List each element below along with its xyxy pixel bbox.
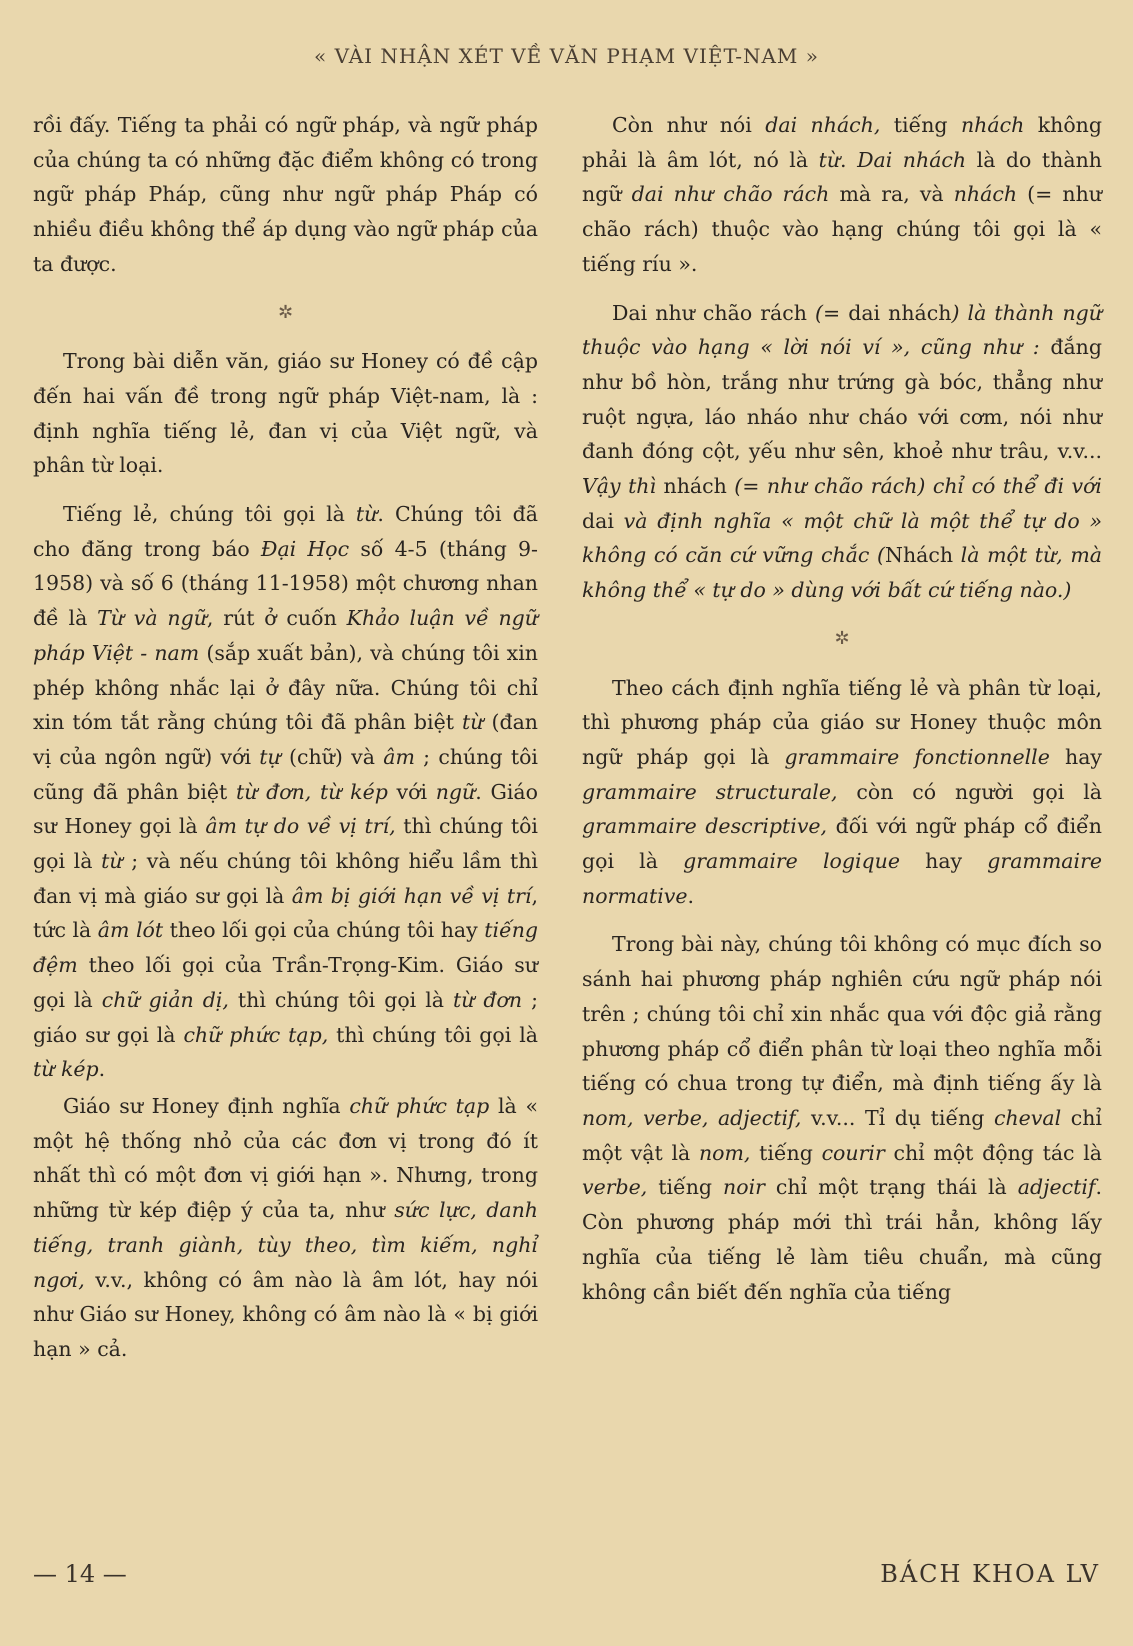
text-run: ; và nếu chúng tôi không hiểu lầm thì đan vị mà giáo sư gọi là (33, 849, 538, 908)
right-column (582, 108, 1102, 1323)
text-run: Giáo sư Honey định nghĩa (63, 1093, 350, 1118)
paragraph (33, 497, 538, 1087)
italic-term: âm bị giới hạn về vị trí (291, 883, 532, 908)
text-run: với (387, 779, 436, 804)
italic-term: grammaire structurale, (582, 779, 838, 804)
text-run: , rút ở cuốn (206, 606, 347, 631)
running-header: « VÀI NHẬN XÉT VỀ VĂN PHẠM VIỆT-NAM » (314, 44, 819, 68)
text-run: đối với ngữ pháp cổ điển gọi là (582, 814, 1102, 874)
text-run: (đan vị của ngôn ngữ) với (33, 710, 538, 769)
paragraph (582, 671, 1102, 914)
text-run: . Còn phương pháp mới thì trái hẳn, không lấy nghĩa của tiếng lẻ làm tiêu chuẩn, mà cũng không cần biết đến nghĩa của tiếng (582, 1175, 1102, 1304)
italic-term: từ kép (33, 1057, 99, 1082)
text-run: thì chúng tôi gọi là (33, 814, 538, 874)
text-run: thì chúng tôi gọi là (328, 1022, 538, 1047)
text-run: (= như chão rách) thuộc vào hạng chúng tôi gọi là « tiếng ríu ». (582, 182, 1102, 276)
italic-term: Khảo luận về ngữ pháp Việt - nam (33, 606, 539, 665)
text-run: . (840, 147, 858, 172)
italic-term: từ đơn (453, 987, 523, 1012)
text-run: ; giáo sư gọi là (33, 987, 538, 1047)
text-run: là « một hệ thống nhỏ của các đơn vị trong đó ít nhất thì có một đơn vị giới hạn ». Nhưng, trong những từ kép điệp ý của ta, như (33, 1093, 538, 1223)
paragraph (582, 108, 1102, 282)
text-run: còn có người gọi là (837, 779, 1102, 804)
star-ornament-icon: ✲ (277, 301, 294, 323)
text-run: chỉ một trạng thái là (764, 1175, 1018, 1200)
paragraph (582, 296, 1102, 608)
italic-term: từ đơn, từ kép (235, 779, 388, 804)
italic-term: từ (355, 502, 378, 527)
italic-term: noir (723, 1175, 765, 1200)
italic-term: grammaire descriptive, (582, 814, 828, 839)
italic-term: Đại Học (260, 536, 350, 561)
text-run: đắng như bồ hòn, trắng như trứng gà bóc, thẳng như ruột ngựa, láo nháo như cháo với cơm, nói như đanh đóng cột, yếu như sên, khoẻ như trâu, v.v... (582, 335, 1102, 464)
text-run: Dai như chão rách (612, 300, 807, 325)
italic-term: adjectif (1017, 1175, 1096, 1200)
italic-term: grammaire logique (683, 849, 900, 874)
italic-term: sức lực, danh tiếng, tranh giành, tùy theo, tìm kiếm, nghỉ ngơi, (33, 1198, 538, 1292)
text-run: tiếng (750, 1140, 822, 1165)
italic-term: Vậy thì (582, 474, 664, 499)
italic-term: chữ phức tạp, (183, 1022, 329, 1047)
italic-term: chữ phức tạp (349, 1093, 490, 1118)
italic-term: nhách (953, 182, 1018, 207)
text-run: theo lối gọi của chúng tôi hay (163, 918, 485, 943)
italic-term: là một từ, mà không thể « tự do » dùng với bất cứ tiếng nào.) (582, 543, 1102, 603)
text-run: . (687, 883, 695, 908)
page-number: — 14 — (33, 1560, 127, 1588)
italic-term: từ (818, 147, 841, 172)
text-run: thì chúng tôi gọi là (228, 987, 453, 1012)
italic-term: tự (259, 744, 281, 769)
italic-term: âm lót (97, 918, 164, 943)
text-run: Nhách (885, 543, 954, 568)
text-run: mà ra, và (829, 182, 954, 207)
paragraph (582, 927, 1102, 1309)
italic-term: nhách (960, 113, 1025, 137)
text-run: hay (899, 849, 988, 874)
italic-term: Từ và ngữ (97, 606, 207, 631)
left-column (33, 108, 538, 1381)
italic-term: ngữ (435, 779, 476, 804)
text-run: Còn như nói (612, 113, 766, 137)
text-run: . Giáo sư Honey gọi là (33, 779, 538, 839)
paragraph: rồi đấy. Tiếng ta phải có ngữ pháp, và ngữ pháp của chúng ta có những đặc điểm không có trong ngữ pháp Pháp, cũng như ngữ pháp Pháp có nhiều điều không thể áp dụng vào ngữ pháp của ta được. (33, 113, 538, 276)
text-run: (sắp xuất bản), và chúng tôi xin phép không nhắc lại ở đây nữa. Chúng tôi chỉ xin tóm tắt rằng chúng tôi đã phân biệt (33, 640, 539, 735)
italic-term: nom, verbe, adjectif, (582, 1105, 802, 1130)
text-run: Trong bài này, chúng tôi không có mục đích so sánh hai phương pháp nghiên cứu ngữ pháp nói trên ; chúng tôi chỉ xin nhắc qua với độc giả rằng phương pháp cổ điển phân từ loại theo nghĩa mỗi tiếng có chua trong tự điển, mà định tiếng ấy là (582, 932, 1102, 1096)
italic-term: courir (821, 1140, 885, 1165)
italic-term: âm (383, 744, 415, 769)
text-run: nhách (663, 474, 727, 499)
italic-term: âm tự do về vị trí, (205, 814, 396, 839)
star-ornament-icon: ✲ (834, 627, 850, 649)
italic-term: từ (461, 710, 484, 735)
text-run: dai nhách (848, 300, 952, 325)
text-run: Tiếng lẻ, chúng tôi gọi là (63, 502, 356, 527)
text-run: tiếng (880, 113, 961, 137)
text-run: hay (1049, 744, 1102, 769)
italic-term: và định nghĩa « một chữ là một thể tự do » không có căn cứ vững chắc ( (582, 508, 1102, 568)
text-run: , tức là (33, 883, 538, 943)
text-run: (chữ) và (280, 744, 384, 769)
italic-term: (= (806, 300, 849, 325)
italic-term: grammaire fonctionnelle (784, 744, 1050, 769)
text-run: dai (582, 508, 614, 533)
text-run: v.v., không có âm nào là âm lót, hay nói như Giáo sư Honey, không có âm nào là « bị giới hạn » cả. (33, 1267, 538, 1361)
paragraph (33, 1089, 538, 1367)
italic-term: tiếng đệm (33, 918, 539, 978)
italic-term: (= như chão rách) chỉ có thể đi với (726, 474, 1102, 499)
text-run: ; chúng tôi cũng đã phân biệt (33, 744, 538, 804)
italic-term: dai như chão rách (631, 182, 830, 207)
paragraph: Trong bài diễn văn, giáo sư Honey có đề cập đến hai vấn đề trong ngữ pháp Việt-nam, là : định nghĩa tiếng lẻ, đan vị của Việt ngữ, và phân từ loại. (33, 349, 538, 478)
italic-term: từ (101, 849, 123, 874)
text-run: theo lối gọi của Trần-Trọng-Kim. Giáo sư gọi là (33, 953, 538, 1012)
italic-term: chữ giản dị, (101, 987, 229, 1012)
italic-term: verbe, (582, 1175, 648, 1200)
text-run: v.v... Tỉ dụ tiếng (801, 1105, 994, 1130)
italic-term: grammaire normative (582, 849, 1102, 908)
italic-term: Dai nhách (857, 147, 967, 172)
italic-term: ) là thành ngữ thuộc vào hạng « lời nói ví », cũng như : (582, 300, 1102, 360)
text-run: là do thành ngữ (582, 147, 1102, 207)
text-run: số 4-5 (tháng 9-1958) và số 6 (tháng 11-1958) một chương nhan đề là (33, 536, 538, 631)
text-run: không phải là âm lót, nó là (582, 113, 1102, 172)
text-run: . Chúng tôi đã cho đăng trong báo (33, 502, 538, 561)
text-run: chỉ một vật là (582, 1105, 1102, 1165)
text-run: Theo cách định nghĩa tiếng lẻ và phân từ loại, thì phương pháp của giáo sư Honey thuộc môn ngữ pháp gọi là (582, 675, 1102, 769)
text-run: tiếng (647, 1175, 724, 1200)
italic-term: nom, (698, 1140, 751, 1165)
magazine-title: BÁCH KHOA LV (880, 1560, 1100, 1588)
text-run: chỉ một động tác là (884, 1140, 1103, 1165)
italic-term: dai nhách, (765, 113, 881, 137)
text-run: . (98, 1057, 106, 1082)
italic-term: cheval (993, 1105, 1062, 1130)
